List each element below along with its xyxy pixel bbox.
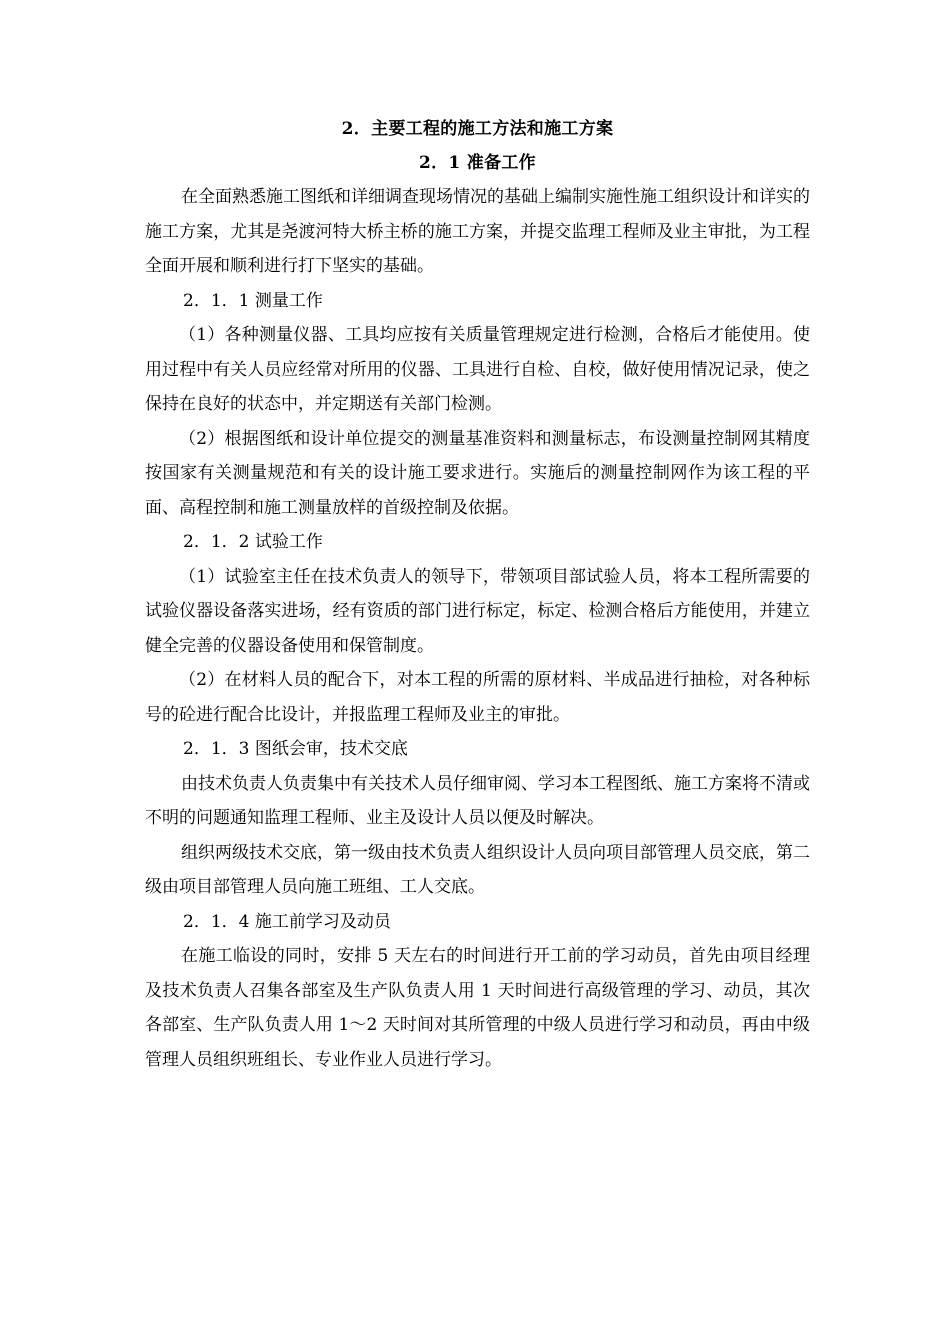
document-page: [145, 112, 810, 1077]
subsection-title-drawing-review: 2．1．3 图纸会审，技术交底: [183, 739, 408, 759]
subsection-title-testing: 2．1．2 试验工作: [183, 532, 323, 552]
drawing-review-paragraph-1: 由技术负责人负责集中有关技术人员仔细审阅、学习本工程图纸、施工方案将不清或不明的问题通知监理工程师、业主及设计人员以便及时解决。: [145, 773, 810, 828]
surveying-paragraph-2: （2）根据图纸和设计单位提交的测量基准资料和测量标志，布设测量控制网其精度按国家有关测量规范和有关的设计施工要求进行。实施后的测量控制网作为该工程的平面、高程控制和施工测量放样的首级控制及依据。: [145, 428, 810, 518]
testing-paragraph-2: （2）在材料人员的配合下，对本工程的所需的原材料、半成品进行抽检，对各种标号的砼进行配合比设计，并报监理工程师及业主的审批。: [145, 670, 810, 725]
surveying-paragraph-1: （1）各种测量仪器、工具均应按有关质量管理规定进行检测，合格后才能使用。使用过程中有关人员应经常对所用的仪器、工具进行自检、自校，做好使用情况记录，使之保持在良好的状态中，并定期送有关部门检测。: [145, 325, 810, 414]
subsection-title-surveying: 2．1．1 测量工作: [183, 290, 323, 311]
drawing-review-paragraph-2: 组织两级技术交底，第一级由技术负责人组织设计人员向项目部管理人员交底，第二级由项目部管理人员向施工班组、工人交底。: [145, 842, 810, 897]
subsection-title-mobilization: 2．1．4 施工前学习及动员: [183, 911, 391, 932]
testing-paragraph-1: （1）试验室主任在技术负责人的领导下，带领项目部试验人员，将本工程所需要的试验仪器设备落实进场，经有资质的部门进行标定，标定、检测合格后方能使用，并建立健全完善的仪器设备使用和保管制度。: [145, 566, 810, 656]
section-title: 2．1 准备工作: [419, 153, 536, 173]
document-title: 2．主要工程的施工方法和施工方案: [341, 119, 614, 139]
intro-paragraph: 在全面熟悉施工图纸和详细调查现场情况的基础上编制实施性施工组织设计和详实的施工方案，尤其是尧渡河特大桥主桥的施工方案，并提交监理工程师及业主审批，为工程全面开展和顺利进行打下坚实的基础。: [145, 187, 810, 276]
mobilization-paragraph: 在施工临设的同时，安排 5 天左右的时间进行开工前的学习动员，首先由项目经理及技术负责人召集各部室及生产队负责人用 1 天时间进行高级管理的学习、动员，其次各部室、生产队负责人用 1～2 天时间对其所管理的中级人员进行学习和动员，再由中级管理人员组织班组长、专业作业人员进行学习。: [145, 946, 810, 1070]
